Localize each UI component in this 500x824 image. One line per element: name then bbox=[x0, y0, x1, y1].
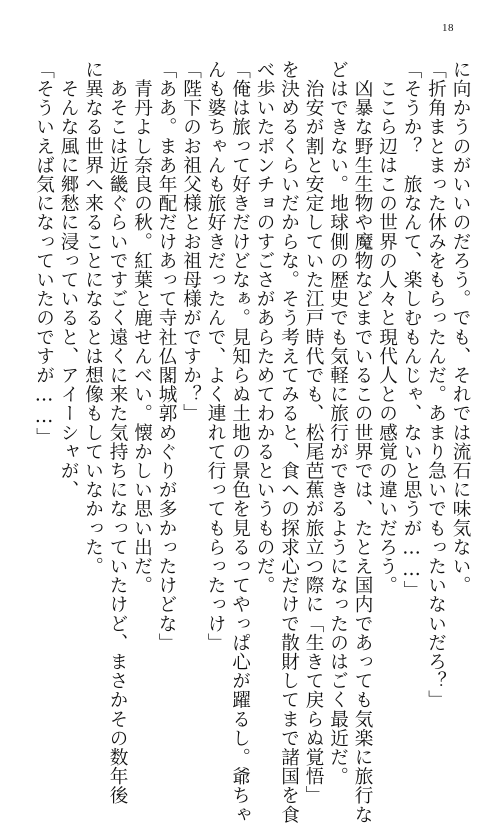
text-line: に異なる世界へ来ることになるとは想像もしていなかった。 bbox=[82, 60, 104, 576]
text-line: べ歩いたポンチョのすごさがあらためてわかるというものだ。 bbox=[254, 60, 275, 595]
text-line: あそこは近畿ぐらいですごく遠くに来た気持ちになっていたけど、まさかその数年後 bbox=[107, 60, 128, 805]
text-line: ここら辺はこの世界の人々と現代人との感覚の違いだろう。 bbox=[376, 60, 398, 595]
text-line: そんな風に郷愁に浸っていると、アイーシャが、 bbox=[58, 60, 79, 500]
text-line: どはできない。地球側の歴史でも気軽に旅行ができるようになったのはごく最近だ。 bbox=[327, 60, 349, 786]
body-text bbox=[33, 60, 472, 824]
text-line: 青丹よし奈良の秋。紅葉と鹿せんべい。懐かしい思い出だ。 bbox=[131, 60, 153, 595]
text-line: 「そうか？ 旅なんて、楽しむもんじゃ、ないと思うが……」 bbox=[401, 60, 422, 600]
text-line: 「陛下のお祖父様とお祖母様がですか？」 bbox=[180, 60, 202, 423]
text-line: 「俺は旅って好きだけどなぁ。見知らぬ土地の景色を見るってやっぱ心が躍るし。爺ちゃ bbox=[229, 60, 251, 824]
text-line: 「ああ。まあ年配だけあって寺社仏閣城郭めぐりが多かったけどな」 bbox=[156, 60, 177, 653]
text-line: を決めるくらいだからな。そう考えてみると、食への探求心だけで散財してまで諸国を食 bbox=[278, 60, 300, 824]
page-number: 18 bbox=[442, 22, 454, 34]
text-line: 「そういえば気になっていたのですが……」 bbox=[33, 60, 55, 447]
text-line: 凶暴な野生生物や魔物などまでいるこの世界では、たとえ国内であっても気楽に旅行な bbox=[352, 60, 373, 824]
text-line: 治安が割と安定していた江戸時代でも、松尾芭蕉が旅立つ際に「生きて戻らぬ覚悟」 bbox=[303, 60, 324, 805]
text-line: に向かうのがいいのだろう。でも、それでは流石に味気ない。 bbox=[450, 60, 471, 595]
text-line: んも婆ちゃんも旅好きだったんで、よく連れて行ってもらったっけ」 bbox=[205, 60, 226, 653]
text-line: 「折角まとまった休みをもらったんだ。あまり急いでもったいないだろ？」 bbox=[425, 60, 447, 710]
